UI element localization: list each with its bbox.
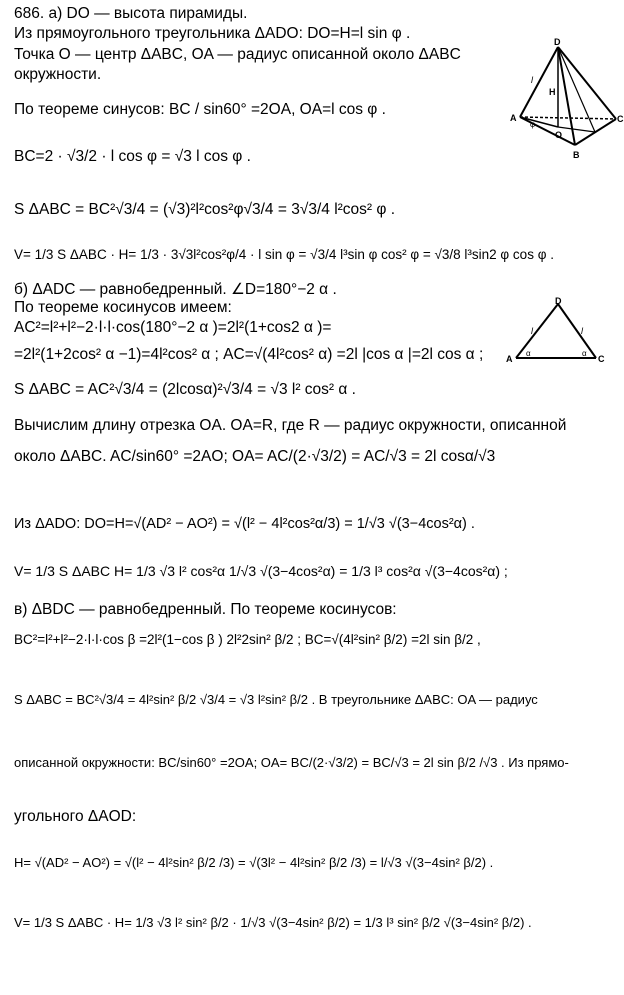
formula-line: BC=2 · √3/2 · l cos φ = √3 l cos φ . bbox=[14, 148, 251, 165]
formula-line: BC²=l²+l²−2·l·l·cos β =2l²(1−cos β ) 2l²2sin² β/2 ; BC=√(4l²sin² β/2) =2l sin β/2 , bbox=[14, 632, 481, 647]
formula-line: описанной окружности: BC/sin60° =2OA; OA= BC/(2·√3/2) = BC/√3 = 2l sin β/2 /√3 . Из прямо- bbox=[14, 755, 569, 770]
triangle-angle-a: α bbox=[526, 349, 531, 358]
pyramid-figure bbox=[500, 35, 624, 165]
text-line: По теореме косинусов имеем: bbox=[14, 299, 232, 316]
pyramid-label-c: C bbox=[617, 114, 624, 124]
formula-line: AC²=l²+l²−2·l·l·cos(180°−2 α )=2l²(1+cos2 α )= bbox=[14, 319, 332, 336]
text-line: Точка O — центр ΔABC, OA — радиус описанной около ΔABC bbox=[14, 46, 461, 63]
formula-line: Из ΔADO: DO=H=√(AD² − AO²) = √(l² − 4l²cos²α/3) = 1/√3 √(3−4cos²α) . bbox=[14, 516, 475, 532]
pyramid-label-a: A bbox=[510, 113, 517, 123]
triangle-label-d: D bbox=[555, 296, 562, 306]
triangle-angle-c: α bbox=[582, 349, 587, 358]
pyramid-label-l: l bbox=[531, 75, 533, 85]
formula-line: S ΔABC = BC²√3/4 = 4l²sin² β/2 √3/4 = √3 l²sin² β/2 . В треугольнике ΔABC: OA — радиус bbox=[14, 692, 538, 707]
text-line: Вычислим длину отрезка OA. OA=R, где R — радиус окружности, описанной bbox=[14, 417, 567, 434]
formula-line: V= 1/3 S ΔABC · H= 1/3 · 3√3l²cos²φ/4 · l sin φ = √3/4 l³sin φ cos² φ = √3/8 l³sin2 φ cos φ . bbox=[14, 247, 554, 262]
triangle-side-right: l bbox=[581, 326, 583, 336]
pyramid-label-h: H bbox=[549, 87, 556, 97]
problem-line-1: 686. а) DO — высота пирамиды. bbox=[14, 5, 248, 22]
formula-line: S ΔABC = AC²√3/4 = (2lcosα)²√3/4 = √3 l² cos² α . bbox=[14, 381, 356, 398]
formula-line: По теореме синусов: BC / sin60° =2OA, OA=l cos φ . bbox=[14, 101, 386, 118]
formula-line: S ΔABC = BC²√3/4 = (√3)²l²cos²φ√3/4 = 3√3/4 l²cos² φ . bbox=[14, 201, 396, 218]
text-line: Из прямоугольного треугольника ΔADO: DO=H=l sin φ . bbox=[14, 25, 411, 42]
pyramid-label-phi: φ bbox=[530, 120, 536, 129]
formula-line: около ΔABC. AC/sin60° =2AO; OA= AC/(2·√3/2) = AC/√3 = 2l cosα/√3 bbox=[14, 448, 496, 465]
formula-line: V= 1/3 S ΔABC · H= 1/3 √3 l² sin² β/2 · 1/√3 √(3−4sin² β/2) = 1/3 l³ sin² β/2 √(3−4sin² β/2) . bbox=[14, 915, 532, 930]
pyramid-label-b: B bbox=[573, 150, 580, 160]
triangle-side-left: l bbox=[531, 326, 533, 336]
text-line: окружности. bbox=[14, 66, 102, 83]
formula-line: =2l²(1+2cos² α −1)=4l²cos² α ; AC=√(4l²cos² α) =2l |cos α |=2l cos α ; bbox=[14, 346, 484, 363]
triangle-label-c: C bbox=[598, 354, 605, 364]
formula-line: V= 1/3 S ΔABC H= 1/3 √3 l² cos²α 1/√3 √(3−4cos²α) = 1/3 l³ cos²α √(3−4cos²α) ; bbox=[14, 563, 508, 579]
text-line: угольного ΔAOD: bbox=[14, 808, 137, 825]
pyramid-label-o: O bbox=[555, 130, 563, 140]
formula-line: H= √(AD² − AO²) = √(l² − 4l²sin² β/2 /3) = √(3l² − 4l²sin² β/2 /3) = l/√3 √(3−4sin² β/2) . bbox=[14, 855, 494, 870]
triangle-label-a: A bbox=[506, 354, 513, 364]
text-line: в) ΔBDC — равнобедренный. По теореме косинусов: bbox=[14, 601, 397, 618]
triangle-figure bbox=[506, 296, 606, 368]
text-line: б) ΔADC — равнобедренный. ∠D=180°−2 α . bbox=[14, 281, 337, 298]
pyramid-label-d: D bbox=[554, 37, 561, 47]
